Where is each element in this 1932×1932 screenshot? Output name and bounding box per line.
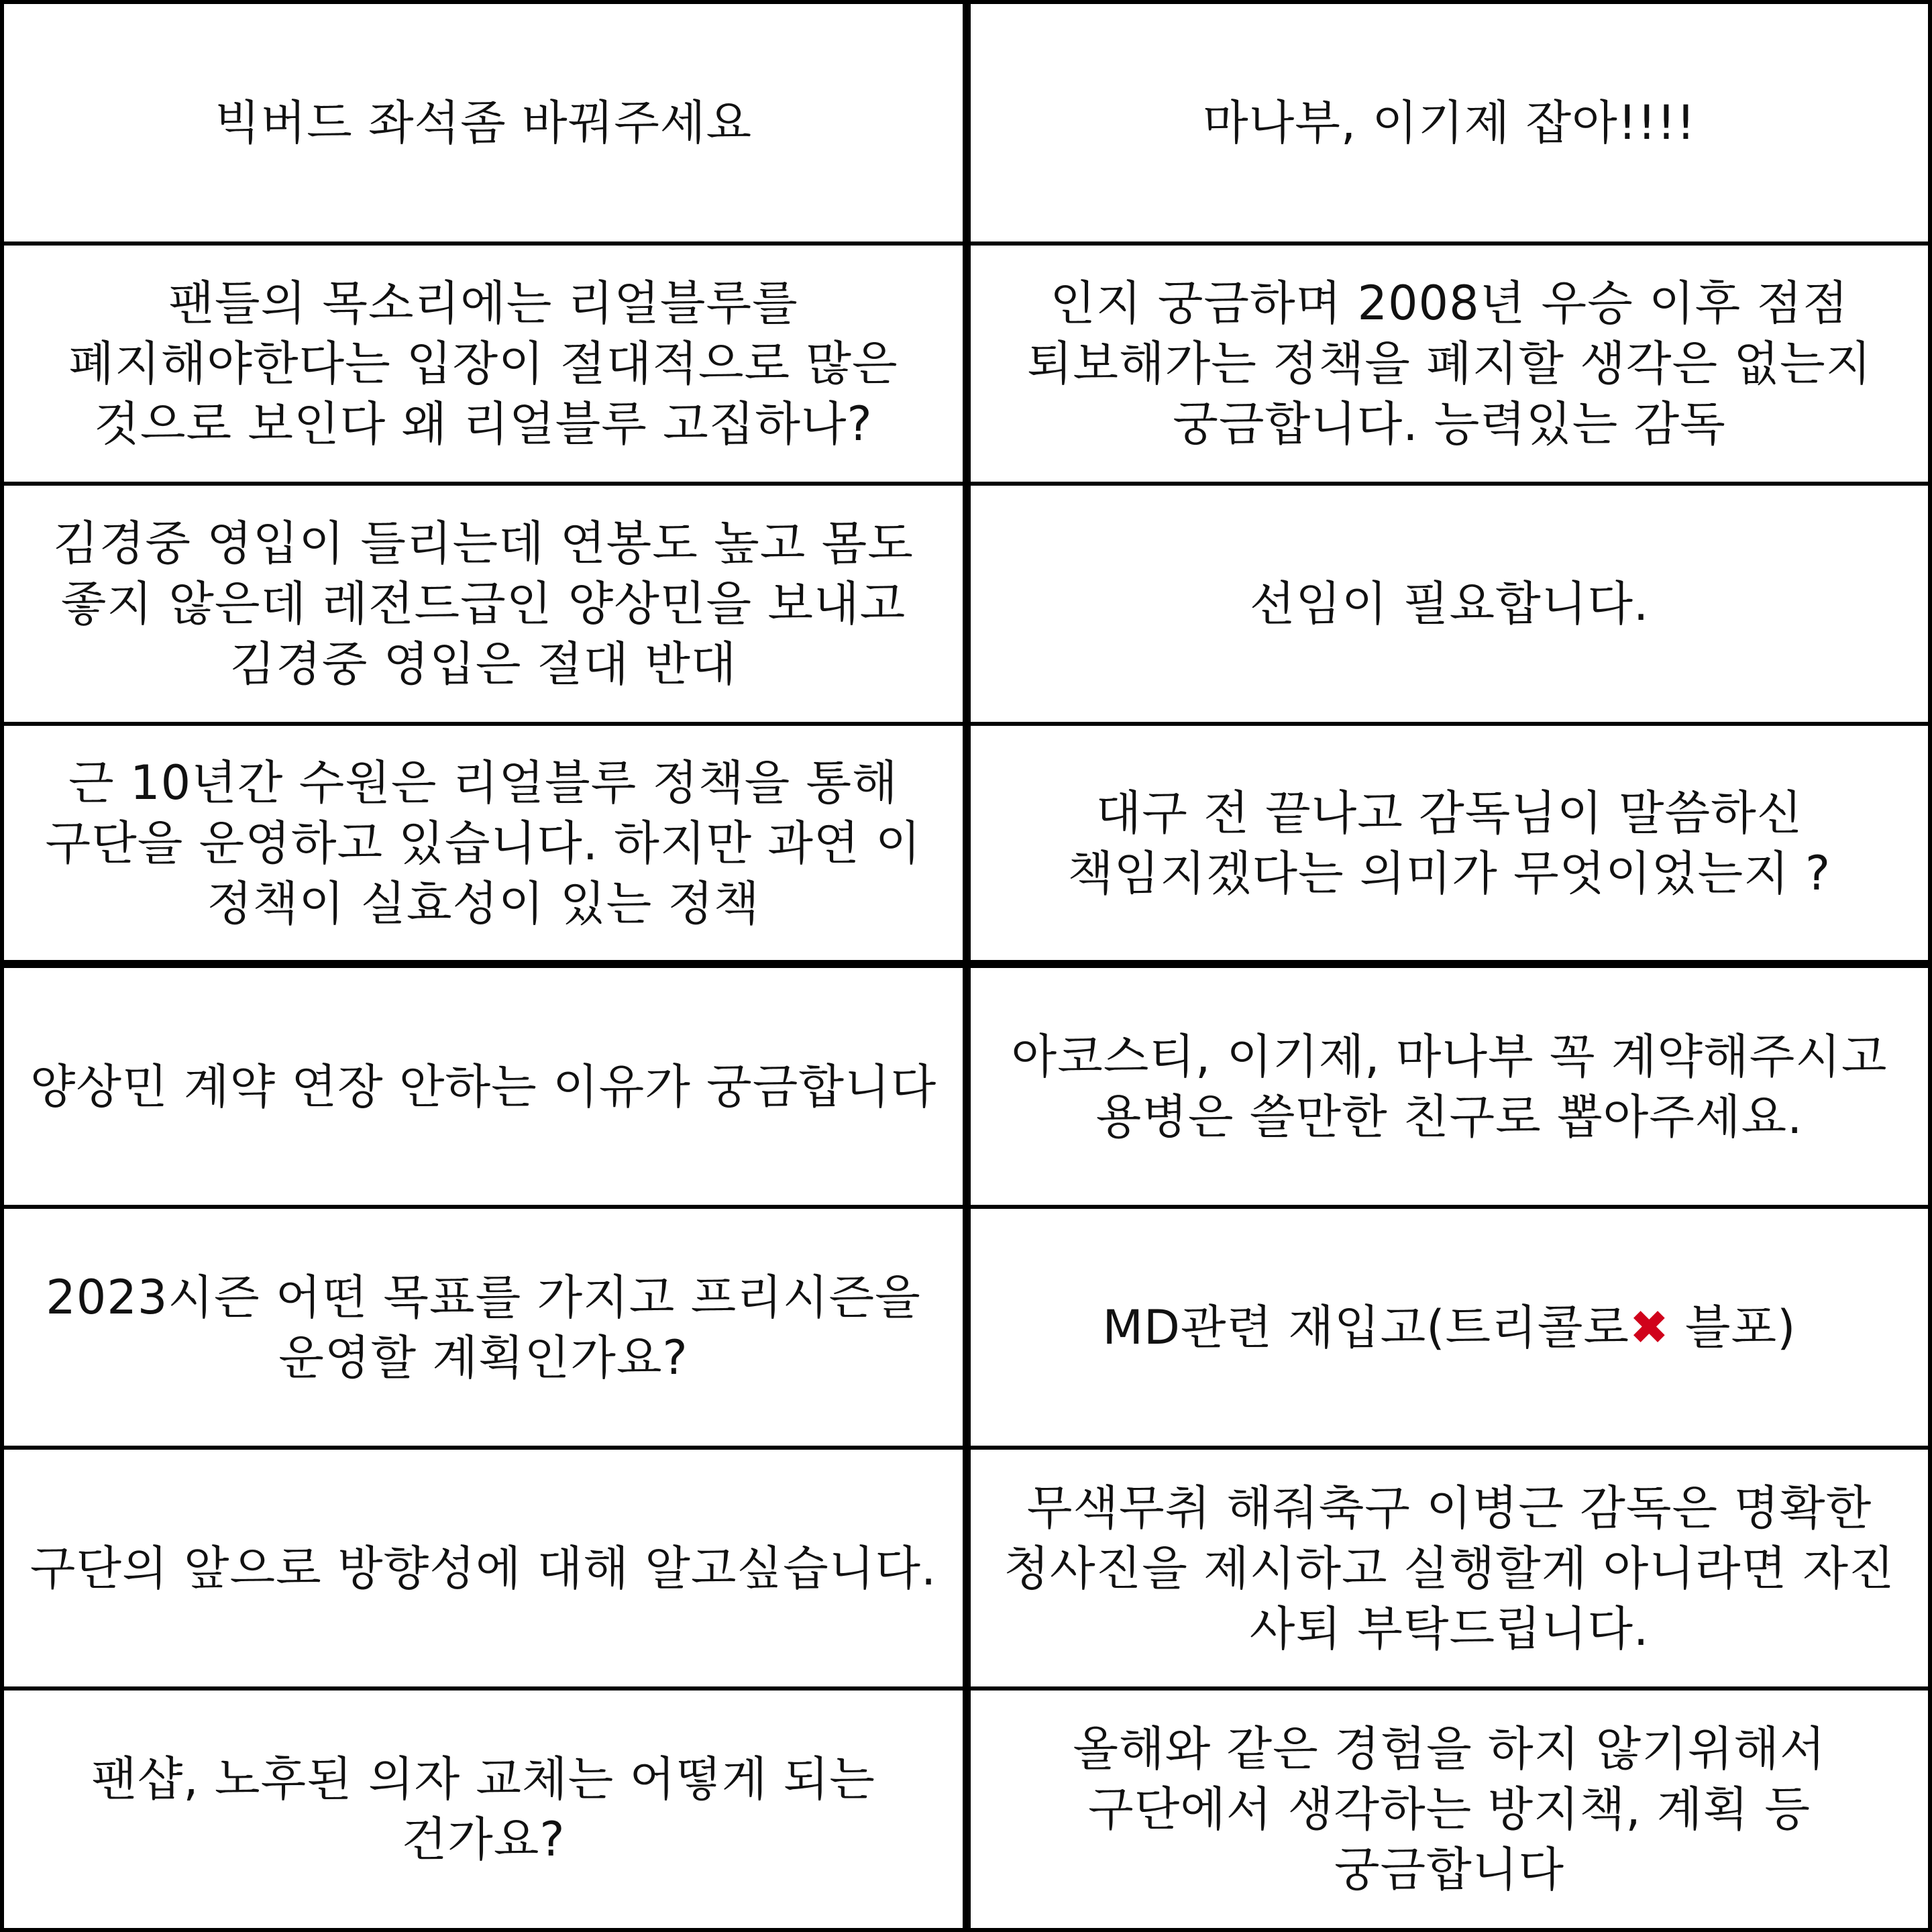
question-cell: 양상민 계약 연장 안하는 이유가 궁금합니다 bbox=[30, 1059, 937, 1114]
question-cell: 아코스티, 이기제, 마나부 꼭 계약해주시고 용병은 쓸만한 친구로 뽑아주세요. bbox=[1011, 1028, 1888, 1144]
question-cell: 근 10년간 수원은 리얼블루 정책을 통해 구단을 운영하고 있습니다. 하지만 과연 이 정책이 실효성이 있는 정책 bbox=[45, 755, 922, 931]
row-divider-thick bbox=[0, 960, 1932, 968]
cross-mark-icon: ✖ bbox=[1629, 1299, 1670, 1355]
question-cell: 팬샵, 노후된 의자 교체는 어떻게 되는 건가요? bbox=[91, 1752, 875, 1867]
question-cell: 인지 궁금하며 2008년 우승 이후 점점 퇴보해가는 정책을 폐지할 생각은 없는지 궁금합니다. 능력있는 감독 bbox=[1026, 276, 1872, 451]
question-cell: 올해와 같은 경험을 하지 않기위해서 구단에서 생각하는 방지책, 계획 등 궁금합니다 bbox=[1073, 1721, 1826, 1897]
question-cell: 무색무취 해줘축구 이병근 감독은 명확한 청사진을 제시하고 실행할게 아니라면 자진 사퇴 부탁드립니다. bbox=[1004, 1480, 1895, 1656]
question-text: MD관련 재입고(트리콜로 bbox=[1102, 1299, 1629, 1355]
question-cell: 구단의 앞으로 방향성에 대해 알고싶습니다. bbox=[30, 1540, 937, 1596]
question-text: 블포) bbox=[1669, 1299, 1796, 1355]
question-cell: 선임이 필요합니다. bbox=[1249, 576, 1650, 631]
question-cell: 김경중 영입이 들리는데 연봉도 높고 몸도 좋지 않은데 레전드급인 양상민을 보내고 김경중 영입은 절대 반대 bbox=[53, 516, 914, 692]
question-cell: 팬들의 목소리에는 리얼블루를 폐지해야한다는 입장이 절대적으로 많은 것으로 보인다 왜 리얼블루 고집하나? bbox=[68, 276, 898, 451]
question-cell: 대구 전 끝나고 감독님이 말씀하신 책임지겠다는 의미가 무엇이었는지 ? bbox=[1067, 785, 1831, 901]
question-cell: 빅버드 좌석좀 바꿔주세요 bbox=[214, 95, 753, 150]
question-cell: 2023시즌 어떤 목표를 가지고 프리시즌을 운영할 계획인가요? bbox=[46, 1269, 921, 1385]
question-cell: 마나부, 이기제 잡아!!!! bbox=[1203, 95, 1696, 150]
question-cell bbox=[971, 1209, 1928, 1446]
